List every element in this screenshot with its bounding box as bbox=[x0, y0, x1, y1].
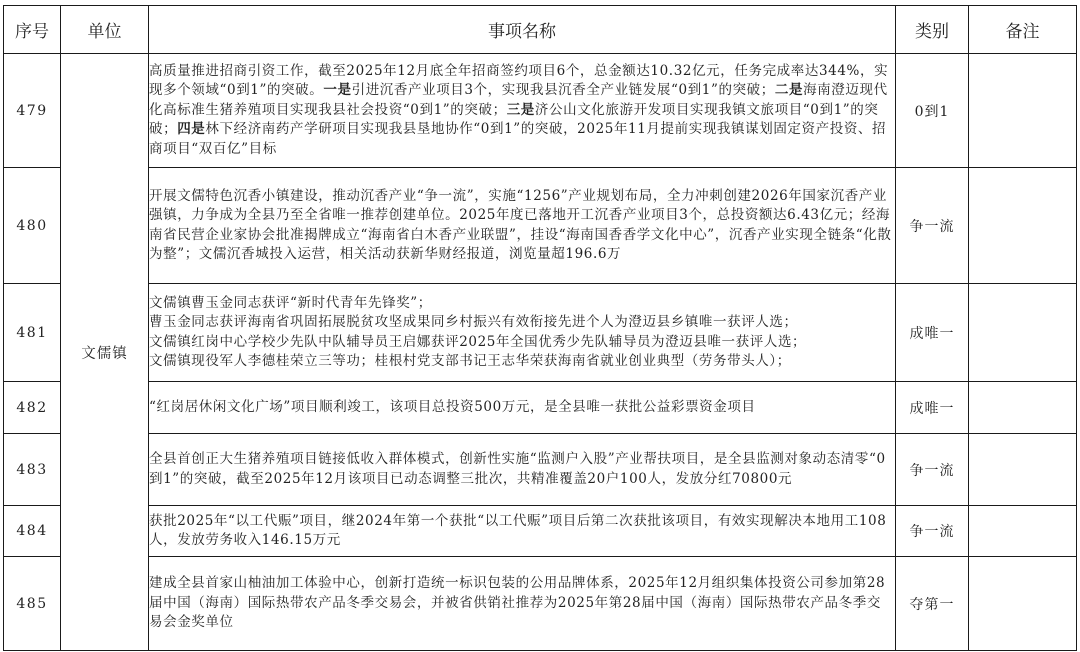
row-category: 争一流 bbox=[896, 168, 969, 284]
table-row bbox=[4, 434, 1077, 506]
desc-segment: 林下经济南药产学研项目实现我县垦地协作“0到1”的突破，2025年11月提前实现我镇谋划固定资产投资、招商项目“双百亿”目标 bbox=[149, 121, 887, 157]
desc-segment: 济公山文化旅游开发项目实现我镇文旅项目“0到1”的突破； bbox=[149, 101, 879, 138]
row-category: 成唯一 bbox=[896, 284, 969, 382]
row-remark bbox=[969, 168, 1077, 284]
table-row bbox=[4, 284, 1077, 382]
row-remark bbox=[969, 434, 1077, 506]
desc-segment: 海南澄迈现代化高标准生猪养殖项目实现我县社会投资“0到1”的突破； bbox=[149, 82, 888, 118]
row-description: 获批2025年“以工代赈”项目，继2024年第一个获批“以工代赈”项目后第二次获批该项目，有效实现解决本地用工108人，发放劳务收入146.15万元 bbox=[149, 506, 896, 557]
row-remark bbox=[969, 557, 1077, 651]
row-category: 争一流 bbox=[896, 434, 969, 506]
header-row bbox=[4, 6, 1077, 54]
desc-segment: 引进沉香产业项目3个，实现我县沉香全产业链发展“0到1”的突破； bbox=[351, 82, 775, 99]
row-remark bbox=[969, 506, 1077, 557]
row-category: 夺第一 bbox=[896, 557, 969, 651]
desc-line: 文儒镇红岗中心学校少先队中队辅导员王启娜获评2025年全国优秀少先队辅导员为澄迈县唯一获评人选； bbox=[149, 333, 807, 350]
row-description: 开展文儒特色沉香小镇建设，推动沉香产业“争一流”，实施“1256”产业规划布局，全力冲刺创建2026年国家沉香产业强镇，力争成为全县乃至全省唯一推荐创建单位。2025年度已落地开工沉香产业项目3个，总投资额达6.43亿元；经海南省民营企业家协会批准揭牌成立“海南省白木香产业联盟”，挂设“海南国香香学文化中心”，沉香产业实现全链条“化散为整”；文儒沉香城投入运营，相关活动获新华财经报道，浏览量超196.6万 bbox=[149, 168, 896, 284]
header-category: 类别 bbox=[896, 6, 969, 54]
row-remark bbox=[969, 284, 1077, 382]
row-description bbox=[149, 284, 896, 382]
row-seq: 480 bbox=[4, 168, 61, 284]
header-unit: 单位 bbox=[61, 6, 149, 54]
row-description: “红岗居休闲文化广场”项目顺利竣工，该项目总投资500万元，是全县唯一获批公益彩票资金项目 bbox=[149, 382, 896, 434]
desc-bold-segment: 二是 bbox=[774, 82, 804, 99]
row-category: 争一流 bbox=[896, 506, 969, 557]
desc-line: 曹玉金同志获评海南省巩固拓展脱贫攻坚成果同乡村振兴有效衔接先进个人为澄迈县乡镇唯一获评人选； bbox=[149, 314, 798, 330]
table-row bbox=[4, 168, 1077, 284]
row-seq: 482 bbox=[4, 382, 61, 434]
desc-bold-segment: 四是 bbox=[177, 121, 206, 138]
table-row bbox=[4, 382, 1077, 434]
desc-segment: 高质量推进招商引资工作，截至2025年12月底全年招商签约项目6个，总金额达10.32亿元，任务完成率达344%，实现多个领域“0到1”的突破。 bbox=[149, 62, 889, 99]
row-description: 建成全县首家山柚油加工体验中心，创新打造统一标识包装的公用品牌体系，2025年12月组织集体投资公司参加第28届中国（海南）国际热带农产品冬季交易会，并被省供销社推荐为2025年第28届中国（海南）国际热带农产品冬季交易会金奖单位 bbox=[149, 557, 896, 651]
row-description bbox=[149, 54, 896, 168]
row-category: 0到1 bbox=[896, 54, 969, 168]
row-remark bbox=[969, 382, 1077, 434]
row-description: 全县首创正大生猪养殖项目链接低收入群体模式，创新性实施“监测户入股”产业帮扶项目，是全县监测对象动态清零“0到1”的突破，截至2025年12月该项目已动态调整三批次，共精准覆盖20户100人，发放分红70800元 bbox=[149, 434, 896, 506]
header-item: 事项名称 bbox=[149, 6, 896, 54]
table-row bbox=[4, 506, 1077, 557]
desc-line: 文儒镇现役军人李德桂荣立三等功；桂根村党支部书记王志华荣获海南省就业创业典型（劳务带头人）； bbox=[149, 353, 791, 369]
unit-cell: 文儒镇 bbox=[61, 54, 149, 651]
desc-bold-segment: 三是 bbox=[506, 101, 535, 118]
row-category: 成唯一 bbox=[896, 382, 969, 434]
table-row bbox=[4, 54, 1077, 168]
row-seq: 479 bbox=[4, 54, 61, 168]
desc-line: 文儒镇曹玉金同志获评“新时代青年先锋奖”； bbox=[149, 294, 432, 311]
row-seq: 484 bbox=[4, 506, 61, 557]
table-row bbox=[4, 557, 1077, 651]
row-remark bbox=[969, 54, 1077, 168]
header-remark: 备注 bbox=[969, 6, 1077, 54]
row-seq: 483 bbox=[4, 434, 61, 506]
desc-bold-segment: 一是 bbox=[323, 82, 352, 99]
row-seq: 481 bbox=[4, 284, 61, 382]
row-seq: 485 bbox=[4, 557, 61, 651]
header-seq: 序号 bbox=[4, 6, 61, 54]
achievement-table bbox=[3, 5, 1077, 651]
